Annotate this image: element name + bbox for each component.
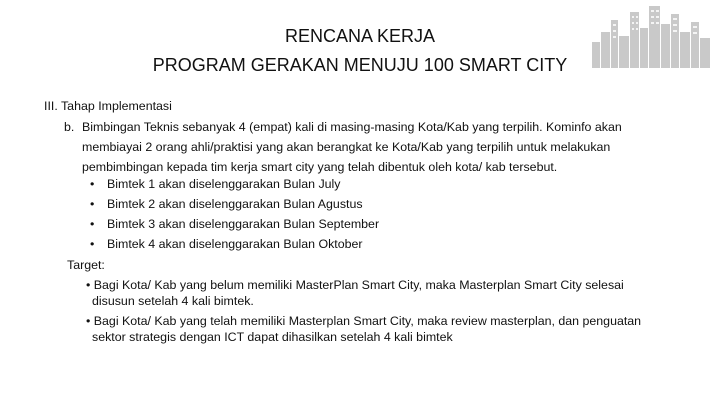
bimtek-item-4 [90, 234, 363, 254]
bimtek-text-3: Bimtek 3 akan diselenggarakan Bulan September [107, 217, 380, 231]
slide-title-line-2: PROGRAM GERAKAN MENUJU 100 SMART CITY [152, 55, 568, 75]
bullet-icon: • [90, 237, 95, 251]
bullet-icon: • [90, 217, 95, 231]
bimtek-item-3 [90, 214, 379, 234]
item-b-text-1: Bimbingan Teknis sebanyak 4 (empat) kali di masing-masing Kota/Kab yang terpilih. Kominfo akan [82, 120, 622, 134]
bimtek-item-1 [90, 174, 341, 194]
item-b-line-2: membiayai 2 orang ahli/praktisi yang akan berangkat ke Kota/Kab yang terpilih untuk melakukan [82, 140, 611, 154]
bimtek-text-2: Bimtek 2 akan diselenggarakan Bulan Agustus [107, 197, 363, 211]
target-2-line-2: sektor strategis dengan ICT dapat dihasilkan setelah 4 kali bimtek [92, 330, 453, 344]
target-2-line-1: • Bagi Kota/ Kab yang telah memiliki Masterplan Smart City, maka review masterplan, dan penguatan [86, 314, 642, 328]
bimtek-text-1: Bimtek 1 akan diselenggarakan Bulan July [107, 177, 341, 191]
target-1-line-1: • Bagi Kota/ Kab yang belum memiliki MasterPlan Smart City, maka Masterplan Smart City selesai [86, 278, 624, 292]
bullet-icon: • [90, 177, 95, 191]
section-heading: III. Tahap Implementasi [44, 99, 172, 113]
item-b-line-3: pembimbingan kepada tim kerja smart city yang telah dibentuk oleh kota/ kab tersebut. [82, 160, 558, 174]
bullet-icon: • [90, 197, 95, 211]
target-1-line-2: disusun setelah 4 kali bimtek. [92, 294, 254, 308]
item-b-label: b. [64, 120, 75, 134]
bimtek-text-4: Bimtek 4 akan diselenggarakan Bulan Oktober [107, 237, 363, 251]
item-b-line-1 [64, 117, 622, 137]
slide-title-line-1: RENCANA KERJA [284, 26, 436, 46]
city-skyline-icon [590, 2, 712, 68]
bimtek-item-2 [90, 194, 363, 214]
target-label: Target: [67, 258, 105, 272]
